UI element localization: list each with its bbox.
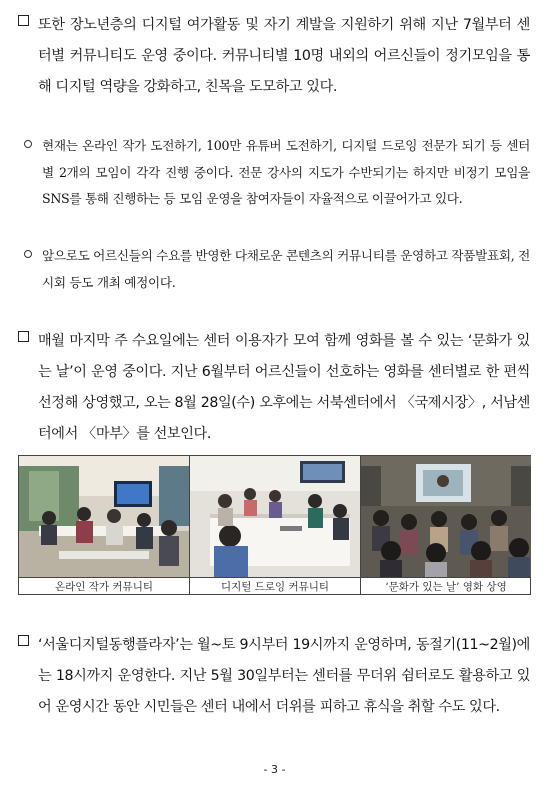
section-3 [18, 630, 530, 723]
square-bullet-icon [18, 635, 29, 646]
photo-online-writer-community [19, 456, 189, 578]
circle-bullet-icon [24, 250, 32, 258]
page-number: - 3 - [263, 763, 286, 776]
photo-strip [18, 455, 531, 595]
section-1 [18, 10, 530, 103]
section-2-text: 매월 마지막 주 수요일에는 센터 이용자가 모여 함께 영화를 볼 수 있는 ‘문화가 있는 날’이 운영 중이다. 지난 6월부터 어르신들이 선호하는 영화를 센터별로 한 편씩 선정해 상영했고, 오는 8월 28일(수) 오후에는 서북센터에서 〈국제시장〉, 서남센터에서 〈마부〉를 선보인다. [38, 333, 530, 442]
section-1-sub-1-text: 현재는 온라인 작가 도전하기, 100만 유튜버 도전하기, 디지털 드로잉 전문가 되기 등 센터별 2개의 모임이 각각 진행 중이다. 전문 강사의 지도가 수반되기는 하지만 비정기 모임을 SNS를 통해 진행하는 등 모임 운영을 참여자들이 자율적으로 이끌어가고 있다. [42, 138, 530, 206]
section-1-text: 또한 장노년층의 디지털 여가활동 및 자기 계발을 지원하기 위해 지난 7월부터 센터별 커뮤니티도 운영 중이다. 커뮤니티별 10명 내외의 어르신들이 정기모임을 통해 디지털 역량을 강화하고, 친목을 도모하고 있다. [38, 17, 530, 95]
section-1-sub-2-text: 앞으로도 어르신들의 수요를 반영한 다채로운 콘텐츠의 커뮤니티를 운영하고 작품발표회, 전시회 등도 개최 예정이다. [42, 248, 530, 290]
photo-cell-1 [19, 456, 190, 594]
photo-culture-day-screening [361, 456, 531, 578]
photo-cell-3 [361, 456, 531, 594]
photo-digital-drawing-community [190, 456, 360, 578]
section-1-sub-2 [24, 243, 530, 296]
photo-cell-2 [190, 456, 361, 594]
section-3-text: ‘서울디지털동행플라자’는 월~토 9시부터 19시까지 운영하며, 동절기(11~2월)에는 18시까지 운영한다. 지난 5월 30일부터는 센터를 무더위 쉼터로도 활용하고 있어 운영시간 동안 시민들은 센터 내에서 더위를 피하고 휴식을 취할 수도 있다. [38, 637, 530, 715]
section-1-sub-1 [24, 133, 530, 213]
square-bullet-icon [18, 15, 29, 26]
circle-bullet-icon [24, 140, 32, 148]
photo-caption: 디지털 드로잉 커뮤니티 [220, 580, 330, 593]
photo-caption: 온라인 작가 커뮤니티 [55, 580, 153, 593]
square-bullet-icon [18, 331, 29, 342]
section-2 [18, 326, 530, 450]
photo-caption: ‘문화가 있는 날’ 영화 상영 [385, 580, 507, 593]
